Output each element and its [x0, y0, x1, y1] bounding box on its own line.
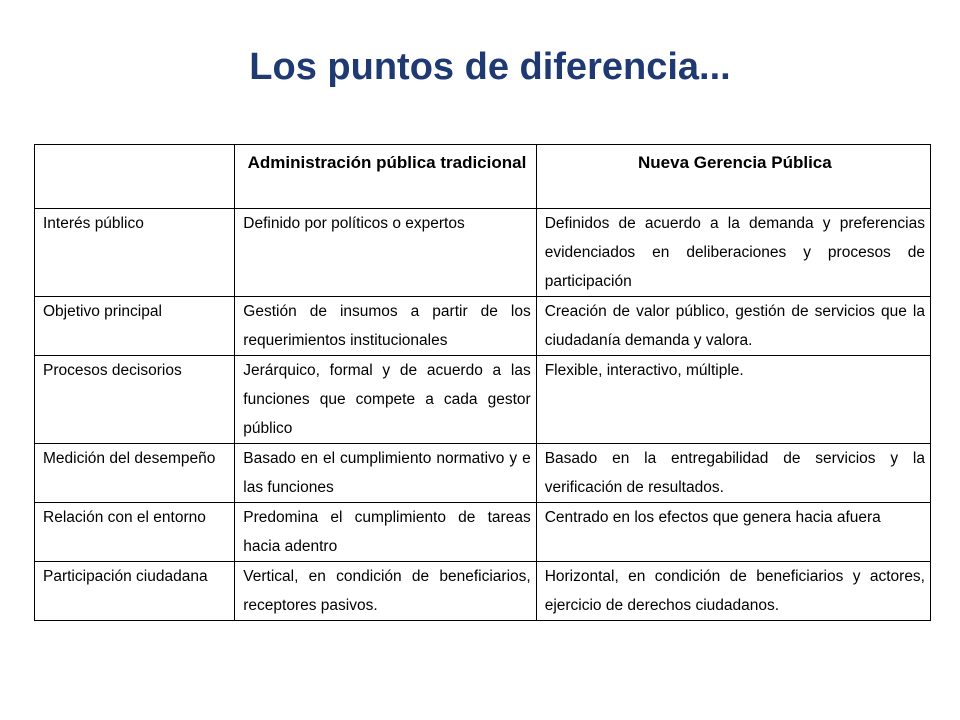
- cell-ngp: Basado en la entregabilidad de servicios y la verificación de resultados.: [536, 444, 930, 503]
- table-row: [35, 356, 931, 444]
- cell-traditional: Jerárquico, formal y de acuerdo a las funciones que compete a cada gestor público: [235, 356, 536, 444]
- cell-ngp: Centrado en los efectos que genera hacia afuera: [536, 503, 930, 562]
- cell-traditional: Vertical, en condición de beneficiarios, receptores pasivos.: [235, 562, 536, 621]
- cell-ngp: Flexible, interactivo, múltiple.: [536, 356, 930, 444]
- row-label-interes: Interés público: [35, 209, 235, 297]
- cell-traditional: Predomina el cumplimiento de tareas hacia adentro: [235, 503, 536, 562]
- cell-ngp: Definidos de acuerdo a la demanda y preferencias evidenciados en deliberaciones y procesos de participación: [536, 209, 930, 297]
- cell-traditional: Gestión de insumos a partir de los requerimientos institucionales: [235, 297, 536, 356]
- table-row: [35, 562, 931, 621]
- cell-traditional: Definido por políticos o expertos: [235, 209, 536, 297]
- cell-traditional: Basado en el cumplimiento normativo y e las funciones: [235, 444, 536, 503]
- row-label-relacion: Relación con el entorno: [35, 503, 235, 562]
- cell-ngp: Horizontal, en condición de beneficiarios y actores, ejercicio de derechos ciudadanos.: [536, 562, 930, 621]
- table-row: [35, 209, 931, 297]
- page-title: Los puntos de diferencia...: [249, 46, 731, 88]
- table-row: [35, 444, 931, 503]
- row-label-procesos: Procesos decisorios: [35, 356, 235, 444]
- header-traditional: Administración pública tradicional: [235, 145, 536, 209]
- cell-ngp: Creación de valor público, gestión de servicios que la ciudadanía demanda y valora.: [536, 297, 930, 356]
- header-empty-cell: [35, 145, 235, 209]
- row-label-medicion: Medición del desempeño: [35, 444, 235, 503]
- header-ngp: Nueva Gerencia Pública: [536, 145, 930, 209]
- table-row: [35, 503, 931, 562]
- table-row: [35, 297, 931, 356]
- row-label-objetivo: Objetivo principal: [35, 297, 235, 356]
- table-header-row: [35, 145, 931, 209]
- comparison-table: [34, 144, 931, 621]
- row-label-participacion: Participación ciudadana: [35, 562, 235, 621]
